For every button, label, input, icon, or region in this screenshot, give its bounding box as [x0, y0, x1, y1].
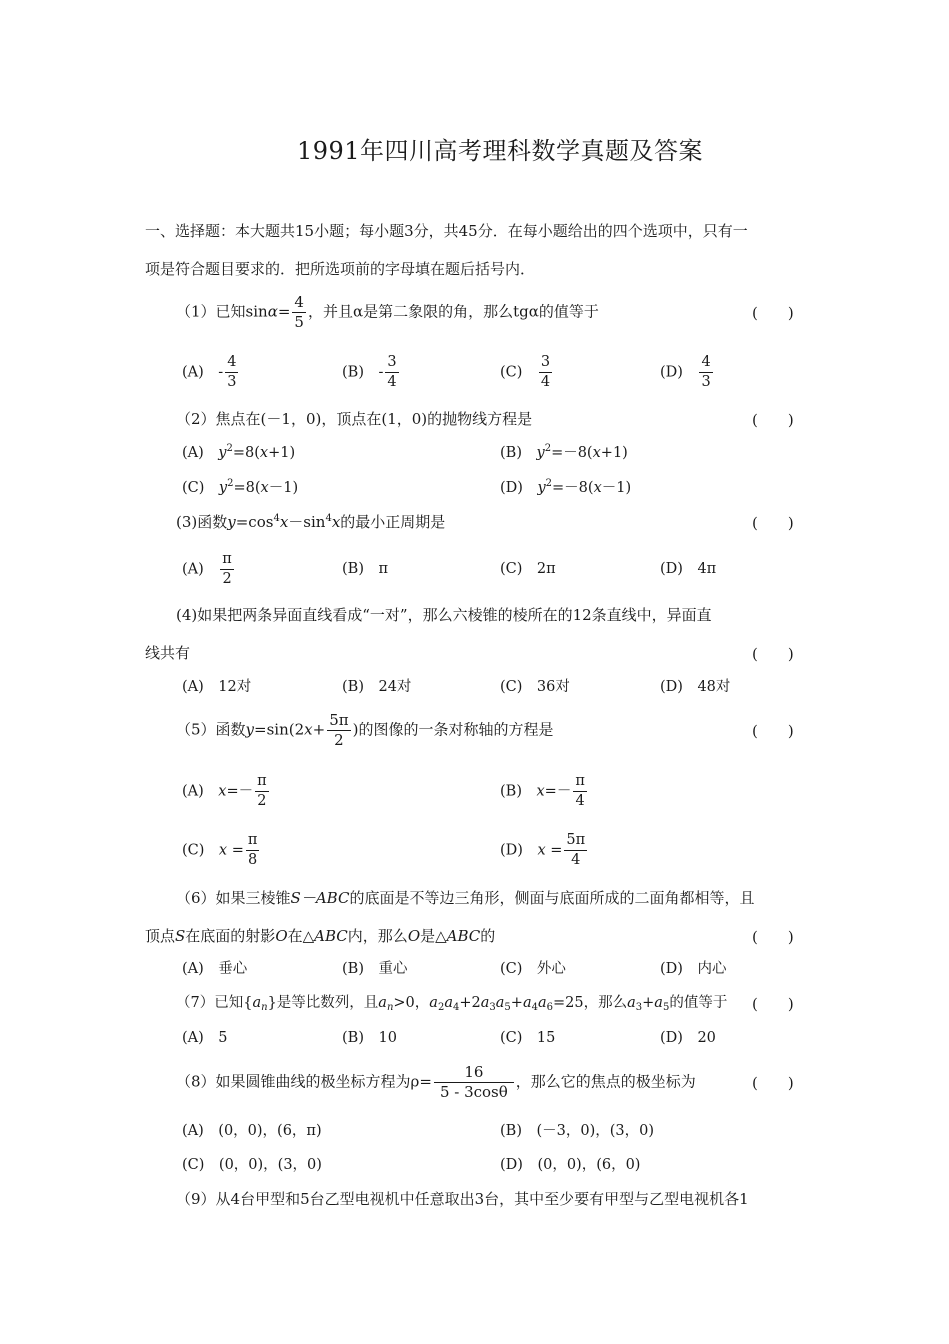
- q1-option-b: (B) - $\frac{3}{4}$: [342, 354, 397, 390]
- q3-option-a: (A) $\frac{\pi}{2}$: [182, 551, 232, 587]
- question-2-stem: （2）焦点在(－1，0)，顶点在(1，0)的抛物线方程是: [176, 410, 533, 428]
- question-7-stem: （7）已知$\{a_n\}$是等比数列，且$a_n>0$，$a_2a_4+2a_3a_5+a_4a_6=25$，那么$a_3+a_5$的值等于: [176, 995, 728, 1013]
- question-5-stem: （5）函数y=sin(2x+ $\frac{5\pi}{2}$ )的图像的一条对称轴的方程是: [176, 711, 554, 749]
- q2-option-b: (B) $y^2=-8(x+1)$: [500, 443, 628, 461]
- answer-blank-8: ( ): [752, 1074, 794, 1092]
- q6-option-c: (C) 外心: [500, 961, 566, 977]
- fraction: $\frac{4}{5}$: [294, 293, 304, 331]
- q4-option-d: (D) 48对: [660, 679, 731, 695]
- q1-option-a: (A) - $\frac{4}{3}$: [182, 354, 237, 390]
- q3-option-b: (B) π: [342, 561, 388, 577]
- answer-blank-6: ( ): [752, 928, 794, 946]
- q8-option-a: (A) (0，0)，(6，π): [182, 1123, 322, 1139]
- question-4-line1: (4)如果把两条异面直线看成“一对”，那么六棱锥的棱所在的12条直线中，异面直: [176, 606, 712, 624]
- q8-option-c: (C) (0，0)，(3，0): [182, 1157, 322, 1173]
- q8-option-d: (D) (0，0)，(6，0): [500, 1157, 641, 1173]
- answer-blank-4: ( ): [752, 645, 794, 663]
- question-4-line2: 线共有: [145, 644, 191, 662]
- q7-option-b: (B) 10: [342, 1030, 397, 1046]
- answer-blank-7: ( ): [752, 995, 794, 1013]
- q2-option-d: (D) $y^2=-8(x-1)$: [500, 478, 632, 496]
- question-3-stem: (3)函数$y=\cos^4x-\sin^4x$的最小正周期是: [176, 513, 446, 531]
- q7-option-c: (C) 15: [500, 1030, 556, 1046]
- question-6-line2: 顶点S在底面的射影O在△ABC内，那么O是△ABC的: [145, 927, 496, 945]
- q8-option-b: (B) (－3，0)，(3，0): [500, 1123, 654, 1139]
- answer-blank-2: ( ): [752, 411, 794, 429]
- q5-option-b: (B) x=－ $\frac{\pi}{4}$: [500, 773, 585, 809]
- q2-option-a: (A) $y^2=8(x+1)$: [182, 443, 296, 461]
- q4-option-c: (C) 36对: [500, 679, 570, 695]
- question-1-stem: （1）已知sinα= $\frac{4}{5}$ ，并且α是第二象限的角，那么tgα的值等于: [176, 293, 599, 331]
- q6-option-d: (D) 内心: [660, 961, 727, 977]
- q5-option-a: (A) x=－ $\frac{\pi}{2}$: [182, 773, 267, 809]
- q5-option-d: (D) x = $\frac{5\pi}{4}$: [500, 832, 586, 868]
- q1-option-c: (C) $\frac{3}{4}$: [500, 354, 551, 390]
- answer-blank-3: ( ): [752, 514, 794, 532]
- answer-blank-1: ( ): [752, 304, 794, 322]
- q1-option-d: (D) $\frac{4}{3}$: [660, 354, 711, 390]
- question-6-line1: （6）如果三棱锥S－ABC的底面是不等边三角形，侧面与底面所成的二面角都相等，且: [176, 889, 755, 907]
- q4-option-a: (A) 12对: [182, 679, 252, 695]
- page-title: 1991年四川高考理科数学真题及答案: [296, 137, 704, 165]
- q5-option-c: (C) x = $\frac{\pi}{8}$: [182, 832, 258, 868]
- q6-option-b: (B) 重心: [342, 961, 408, 977]
- q4-option-b: (B) 24对: [342, 679, 412, 695]
- q6-option-a: (A) 垂心: [182, 961, 248, 977]
- q3-option-c: (C) 2π: [500, 561, 556, 577]
- q3-option-d: (D) 4π: [660, 561, 717, 577]
- answer-blank-5: ( ): [752, 722, 794, 740]
- question-8-stem: （8）如果圆锥曲线的极坐标方程为ρ= $\frac{16}{5 - 3\cos\theta}$ ，那么它的焦点的极坐标为: [176, 1063, 696, 1101]
- section-intro-line1: 一、选择题：本大题共15小题；每小题3分，共45分．在每小题给出的四个选项中，只有一: [145, 222, 748, 240]
- q2-option-c: (C) $y^2=8(x-1)$: [182, 478, 299, 496]
- section-intro-line2: 项是符合题目要求的．把所选项前的字母填在题后括号内．: [145, 260, 536, 278]
- question-9-stem: （9）从4台甲型和5台乙型电视机中任意取出3台，其中至少要有甲型与乙型电视机各1: [176, 1190, 749, 1208]
- q7-option-a: (A) 5: [182, 1030, 228, 1046]
- q7-option-d: (D) 20: [660, 1030, 716, 1046]
